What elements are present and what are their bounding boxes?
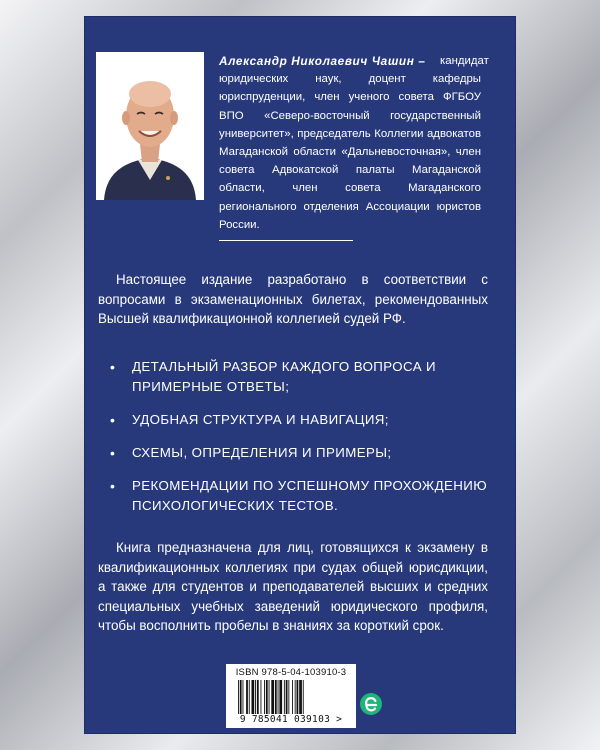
author-bio-paragraph bbox=[219, 52, 489, 234]
isbn-label: ISBN 978-5-04-103910-3 bbox=[235, 667, 347, 678]
barcode-bar bbox=[288, 680, 289, 714]
barcode-bar bbox=[292, 680, 293, 714]
feature-item bbox=[108, 357, 488, 397]
feature-text: СХЕМЫ, ОПРЕДЕЛЕНИЯ И ПРИМЕРЫ; bbox=[132, 445, 392, 460]
bullet-icon: • bbox=[110, 478, 116, 494]
intro-paragraph: Настоящее издание разработано в соответствии с вопросами в экзаменационных билетах, рекомендованных Высшей квалификационной коллегией судей РФ. bbox=[98, 272, 488, 326]
barcode-bar bbox=[255, 680, 256, 714]
bullet-icon: • bbox=[110, 359, 116, 375]
barcode-bar bbox=[249, 680, 250, 714]
author-name: Александр Николаевич Чашин – bbox=[219, 54, 426, 68]
feature-item bbox=[108, 410, 488, 430]
features-list bbox=[108, 357, 488, 529]
barcode-bar bbox=[238, 680, 239, 714]
barcode-bar bbox=[286, 680, 288, 714]
barcode-bar bbox=[264, 680, 265, 714]
barcode-bar bbox=[240, 680, 242, 714]
barcode-bar bbox=[243, 680, 244, 714]
barcode-bar bbox=[297, 680, 299, 714]
barcode-bar bbox=[275, 680, 277, 714]
feature-item bbox=[108, 476, 488, 516]
author-portrait-icon bbox=[96, 52, 204, 200]
barcode-bar bbox=[295, 680, 296, 714]
barcode-bar bbox=[252, 680, 255, 714]
author-photo bbox=[96, 52, 204, 200]
barcode-bar bbox=[278, 680, 279, 714]
author-bio-text: кандидат юридических наук, доцент кафедры юриспруденции, член ученого совета ФГБОУ ВПО «Северо-восточный государственный университет», председатель Коллегии адвокатов Магаданской области «Дальневосточная», член совета Адвокатской палаты Магаданской области, член совета Магаданского регионального отделения Ассоциации юристов России. bbox=[219, 55, 489, 231]
barcode-bar bbox=[246, 680, 248, 714]
barcode-bar bbox=[279, 680, 282, 714]
barcode-bars-icon bbox=[238, 680, 344, 714]
feature-item bbox=[108, 443, 488, 463]
description-paragraph: Книга предназначена для лиц, готовящихся к экзамену в квалификационных коллегиях при судах общей юрисдикции, а также для студентов и преподавателей высших и средних специальных учебных заведений юридического профиля, чтобы восполнить пробелы в знаниях за короткий срок. bbox=[98, 540, 488, 633]
barcode-bar bbox=[261, 680, 262, 714]
bullet-icon: • bbox=[110, 445, 116, 461]
barcode-block bbox=[226, 664, 356, 728]
barcode-bar bbox=[269, 680, 270, 714]
barcode-bar bbox=[303, 680, 304, 714]
barcode-bar bbox=[257, 680, 259, 714]
barcode-bar bbox=[299, 680, 302, 714]
feature-text: РЕКОМЕНДАЦИИ ПО УСПЕШНОМУ ПРОХОЖДЕНИЮ ПСИХОЛОГИЧЕСКИХ ТЕСТОВ. bbox=[132, 478, 488, 513]
section-divider bbox=[219, 240, 353, 241]
feature-text: УДОБНАЯ СТРУКТУРА И НАВИГАЦИЯ; bbox=[132, 412, 389, 427]
barcode-digits: 9 785041 039103 > bbox=[239, 714, 343, 725]
barcode-bar bbox=[266, 680, 268, 714]
bullet-icon: • bbox=[110, 412, 116, 428]
barcode-bar bbox=[284, 680, 285, 714]
publisher-logo-icon bbox=[359, 692, 383, 716]
feature-text: ДЕТАЛЬНЫЙ РАЗБОР КАЖДОГО ВОПРОСА И ПРИМЕРНЫЕ ОТВЕТЫ; bbox=[132, 359, 437, 394]
barcode-bar bbox=[271, 680, 274, 714]
